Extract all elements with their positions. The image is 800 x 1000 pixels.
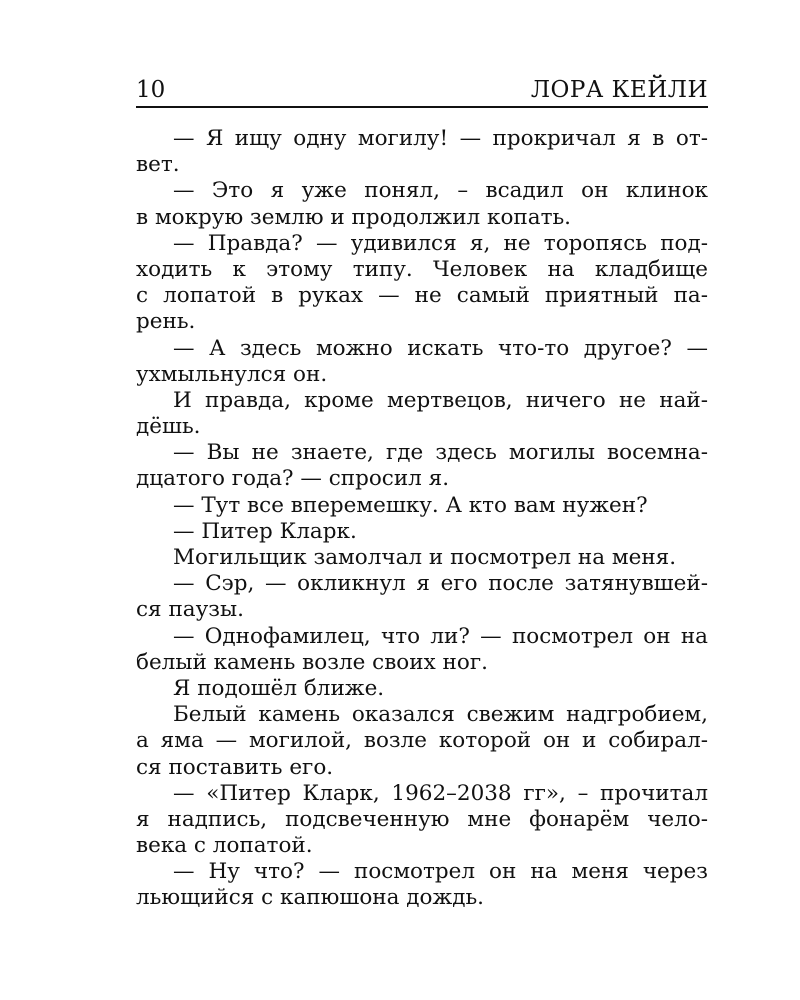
text-line: — Питер Кларк.	[173, 518, 357, 544]
text-line: вет.	[136, 152, 180, 178]
text-line: Могильщик замолчал и посмотрел на меня.	[173, 545, 677, 570]
text-line: дцатого года? — спросил я.	[136, 466, 450, 492]
text-line: — Я ищу одну могилу! — прокричал я в от-	[173, 126, 708, 151]
text-line: — А здесь можно искать что-то другое? —	[173, 335, 708, 361]
page-header	[136, 76, 708, 108]
page-number: 10	[136, 77, 166, 103]
text-line: — Ну что? — посмотрел он на меня через	[173, 859, 708, 885]
text-line: дёшь.	[136, 414, 201, 440]
text-line: я надпись, подсвеченную мне фонарём чело-	[136, 806, 708, 832]
text-line: — Правда? — удивился я, не торопясь под-	[173, 230, 708, 256]
text-line: ухмыльнулся он.	[136, 361, 328, 387]
text-line: Я подошёл ближе.	[173, 675, 385, 701]
text-line: века с лопатой.	[136, 833, 313, 859]
running-head-author: ЛОРА КЕЙЛИ	[530, 77, 708, 103]
text-line: — Однофамилец, что ли? — посмотрел он на	[173, 623, 708, 649]
text-line: в мокрую землю и продолжил копать.	[136, 204, 571, 230]
text-line: с лопатой в руках — не самый приятный па-	[136, 283, 708, 309]
text-line: рень.	[136, 309, 196, 335]
text-line: ходить к этому типу. Человек на кладбище	[136, 256, 708, 282]
text-line: Белый камень оказался свежим надгробием,	[173, 702, 708, 728]
text-line: ся поставить его.	[136, 754, 334, 780]
body-text	[136, 126, 708, 912]
text-line: — «Питер Кларк, 1962–2038 гг», – прочитал	[173, 780, 708, 806]
text-line: — Это я уже понял, – всадил он клинок	[173, 178, 708, 204]
text-line: а яма — могилой, возле которой он и собирал-	[136, 728, 708, 754]
text-line: ся паузы.	[136, 597, 244, 623]
text-line: белый камень возле своих ног.	[136, 649, 488, 675]
text-line: льющийся с капюшона дождь.	[136, 885, 484, 911]
text-line: И правда, кроме мертвецов, ничего не най-	[173, 387, 708, 413]
text-line: — Сэр, — окликнул я его после затянувшей-	[173, 571, 708, 597]
text-line: — Вы не знаете, где здесь могилы восемна-	[173, 440, 708, 466]
text-line: — Тут все вперемешку. А кто вам нужен?	[173, 492, 648, 518]
